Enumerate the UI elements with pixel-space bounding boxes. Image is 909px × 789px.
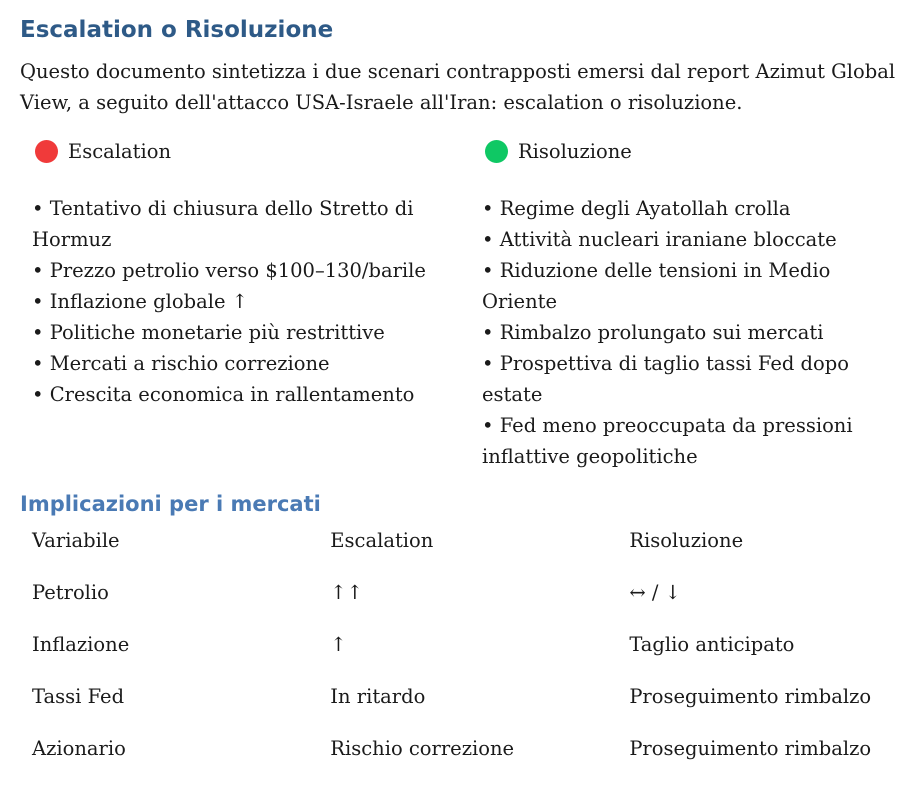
implications-table: [32, 529, 909, 789]
green-circle-icon: [485, 140, 508, 163]
document-title: Escalation o Risoluzione: [20, 17, 334, 43]
table-cell: ↔ / ↓: [629, 581, 681, 604]
escalation-label: Escalation: [68, 140, 172, 163]
list-item: • Riduzione delle tensioni in Medio Oriente: [482, 255, 907, 317]
red-circle-icon: [35, 140, 58, 163]
table-cell: Petrolio: [32, 581, 109, 604]
table-cell: ↑↑: [330, 581, 363, 604]
table-row: [32, 633, 909, 685]
table-header-row: [32, 529, 909, 581]
table-cell: Inflazione: [32, 633, 130, 656]
table-cell: In ritardo: [330, 685, 426, 708]
escalation-bullet-list: [32, 193, 452, 410]
table-cell: Tassi Fed: [32, 685, 125, 708]
table-cell: ↑: [330, 633, 347, 656]
table-row: [32, 581, 909, 633]
table-cell: Taglio anticipato: [629, 633, 795, 656]
list-item: • Mercati a rischio correzione: [32, 348, 452, 379]
list-item: • Attività nucleari iraniane bloccate: [482, 224, 907, 255]
list-item: • Inflazione globale ↑: [32, 286, 452, 317]
resolution-header: [485, 140, 632, 163]
table-cell: Azionario: [32, 737, 126, 760]
header-cell: Risoluzione: [629, 529, 744, 552]
list-item: • Prospettiva di taglio tassi Fed dopo estate: [482, 348, 907, 410]
table-cell: Rischio correzione: [330, 737, 515, 760]
list-item: • Fed meno preoccupata da pressioni inflattive geopolitiche: [482, 410, 907, 472]
intro-paragraph: Questo documento sintetizza i due scenari contrapposti emersi dal report Azimut Global View, a seguito dell'attacco USA-Israele all'Iran: escalation o risoluzione.: [20, 60, 896, 114]
list-item: • Regime degli Ayatollah crolla: [482, 193, 907, 224]
header-cell: Variabile: [32, 529, 120, 552]
table-cell: Proseguimento rimbalzo: [629, 737, 872, 760]
table-row: [32, 737, 909, 789]
escalation-header: [35, 140, 171, 163]
resolution-label: Risoluzione: [518, 140, 632, 163]
list-item: • Rimbalzo prolungato sui mercati: [482, 317, 907, 348]
list-item: • Prezzo petrolio verso $100–130/barile: [32, 255, 452, 286]
table-cell: Proseguimento rimbalzo: [629, 685, 872, 708]
list-item: • Politiche monetarie più restrittive: [32, 317, 452, 348]
list-item: • Tentativo di chiusura dello Stretto di Hormuz: [32, 193, 452, 255]
implications-title: Implicazioni per i mercati: [20, 492, 321, 516]
list-item: • Crescita economica in rallentamento: [32, 379, 452, 410]
table-row: [32, 685, 909, 737]
header-cell: Escalation: [330, 529, 434, 552]
resolution-bullet-list: [482, 193, 907, 472]
